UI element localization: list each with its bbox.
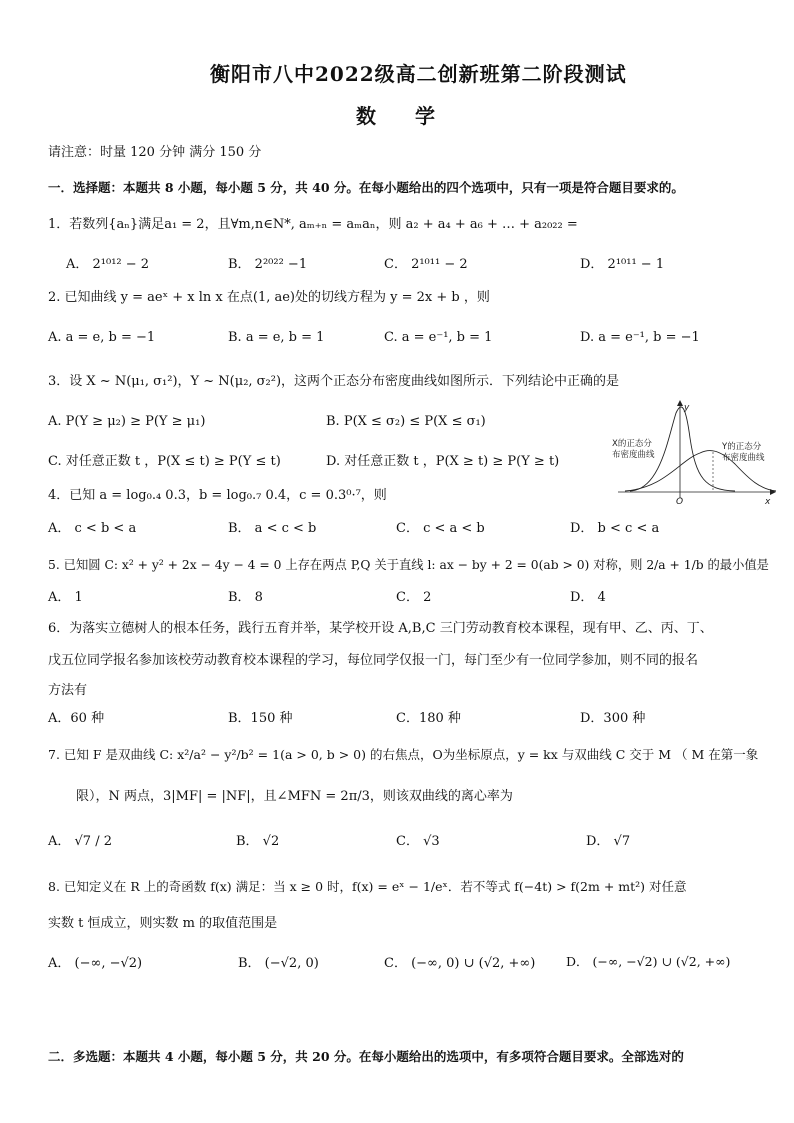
origin-label: O	[676, 497, 684, 507]
q7-option-d[interactable]: D． √7	[586, 834, 631, 849]
question-4-stem: 4．已知 a = log₀.₄ 0.3，b = log₀.₇ 0.4，c = 0.3⁰·⁷，则	[48, 488, 387, 503]
q2-option-b[interactable]: B. a = e, b = 1	[228, 330, 325, 345]
q3-option-a[interactable]: A. P(Y ≥ μ₂) ≥ P(Y ≥ μ₁)	[48, 414, 206, 429]
question-3-stem: 3．设 X ~ N(μ₁, σ₁²)，Y ~ N(μ₂, σ₂²)，这两个正态分布密度曲线如图所示．下列结论中正确的是	[48, 374, 620, 389]
q1-option-b[interactable]: B． 2²⁰²² −1	[228, 257, 308, 272]
q4-option-d[interactable]: D． b < c < a	[570, 521, 660, 536]
q2-option-d[interactable]: D. a = e⁻¹, b = −1	[580, 330, 700, 345]
question-8-line-2: 实数 t 恒成立，则实数 m 的取值范围是	[48, 916, 278, 931]
y-axis-arrow	[677, 400, 683, 406]
q3-option-d[interactable]: D. 对任意正数 t ，P(X ≥ t) ≥ P(Y ≥ t)	[326, 454, 560, 469]
question-7-line-1: 7. 已知 F 是双曲线 C: x²/a² − y²/b² = 1(a > 0, b > 0) 的右焦点，O为坐标原点，y = kx 与双曲线 C 交于 M （ M 在第一象	[48, 747, 759, 762]
q6-option-c[interactable]: C．180 种	[396, 711, 461, 726]
question-8-line-1: 8. 已知定义在 R 上的奇函数 f(x) 满足：当 x ≥ 0 时，f(x) = eˣ − 1/eˣ．若不等式 f(−4t) > f(2m + mt²) 对任意	[48, 879, 687, 894]
q5-option-d[interactable]: D． 4	[570, 590, 606, 605]
section-1-header: 一．选择题：本题共 8 小题，每小题 5 分，共 40 分。在每小题给出的四个选项中，只有一项是符合题目要求的。	[48, 180, 684, 195]
q6-option-b[interactable]: B．150 种	[228, 711, 293, 726]
q6-option-d[interactable]: D．300 种	[580, 711, 646, 726]
exam-notice: 请注意：时量 120 分钟 满分 150 分	[48, 145, 262, 160]
q7-option-a[interactable]: A． √7 / 2	[48, 834, 112, 849]
y-axis-label: y	[684, 403, 690, 413]
q1-option-a[interactable]: A． 2¹⁰¹² − 2	[66, 257, 150, 272]
question-6-line-1: 6．为落实立德树人的根本任务，践行五育并举，某学校开设 A,B,C 三门劳动教育校本课程，现有甲、乙、丙、丁、	[48, 621, 713, 636]
q3-option-c[interactable]: C. 对任意正数 t ，P(X ≤ t) ≥ P(Y ≤ t)	[48, 454, 281, 469]
x-curve-label: X的正态分	[612, 439, 652, 449]
q8-option-d[interactable]: D． (−∞, −√2) ∪ (√2, +∞)	[566, 954, 731, 969]
x-axis-label: x	[765, 497, 771, 507]
normal-distribution-figure	[610, 398, 780, 508]
y-curve-label-line2: 布密度曲线	[722, 453, 765, 463]
question-6-line-3: 方法有	[48, 683, 88, 698]
question-7-line-2: 限），N 两点，3|MF| = |NF|，且∠MFN = 2π/3，则该双曲线的离心率为	[76, 789, 513, 804]
q1-option-d[interactable]: D． 2¹⁰¹¹ − 1	[580, 257, 665, 272]
q4-option-a[interactable]: A． c < b < a	[48, 521, 137, 536]
q4-option-b[interactable]: B． a < c < b	[228, 521, 317, 536]
y-curve-label: Y的正态分	[722, 442, 762, 452]
question-6-line-2: 戊五位同学报名参加该校劳动教育校本课程的学习，每位同学仅报一门，每门至少有一位同学参加，则不同的报名	[48, 653, 699, 668]
q8-option-b[interactable]: B． (−√2, 0)	[238, 956, 319, 971]
question-1-stem: 1．若数列{aₙ}满足a₁ = 2，且∀m,n∈N*, aₘ₊ₙ = aₘaₙ，则 a₂ + a₄ + a₆ + … + a₂₀₂₂ =	[48, 217, 578, 232]
x-curve-label-line2: 布密度曲线	[612, 450, 655, 460]
question-2-stem: 2. 已知曲线 y = aeˣ + x ln x 在点(1, ae)处的切线方程为 y = 2x + b ，则	[48, 290, 490, 305]
q1-option-c[interactable]: C． 2¹⁰¹¹ − 2	[384, 257, 468, 272]
q7-option-b[interactable]: B． √2	[236, 834, 280, 849]
subject-title: 数 学	[356, 104, 451, 128]
q7-option-c[interactable]: C． √3	[396, 834, 440, 849]
section-2-header: 二．多选题：本题共 4 小题，每小题 5 分，共 20 分。在每小题给出的选项中，有多项符合题目要求。全部选对的	[48, 1049, 684, 1064]
question-5-stem: 5. 已知圆 C: x² + y² + 2x − 4y − 4 = 0 上存在两点 P,Q 关于直线 l: ax − by + 2 = 0(ab > 0) 对称，则 2/a + 1/b 的最小值是	[48, 558, 769, 572]
q5-option-a[interactable]: A． 1	[48, 590, 83, 605]
q6-option-a[interactable]: A．60 种	[48, 711, 105, 726]
q5-option-b[interactable]: B． 8	[228, 590, 263, 605]
q4-option-c[interactable]: C． c < a < b	[396, 521, 485, 536]
q2-option-c[interactable]: C. a = e⁻¹, b = 1	[384, 330, 493, 345]
q2-option-a[interactable]: A. a = e, b = −1	[48, 330, 156, 345]
q8-option-a[interactable]: A． (−∞, −√2)	[48, 956, 143, 971]
q3-option-b[interactable]: B. P(X ≤ σ₂) ≤ P(X ≤ σ₁)	[326, 414, 486, 429]
q5-option-c[interactable]: C． 2	[396, 590, 432, 605]
q8-option-c[interactable]: C． (−∞, 0) ∪ (√2, +∞)	[384, 956, 536, 971]
page-title: 衡阳市八中2022级高二创新班第二阶段测试	[210, 62, 627, 86]
